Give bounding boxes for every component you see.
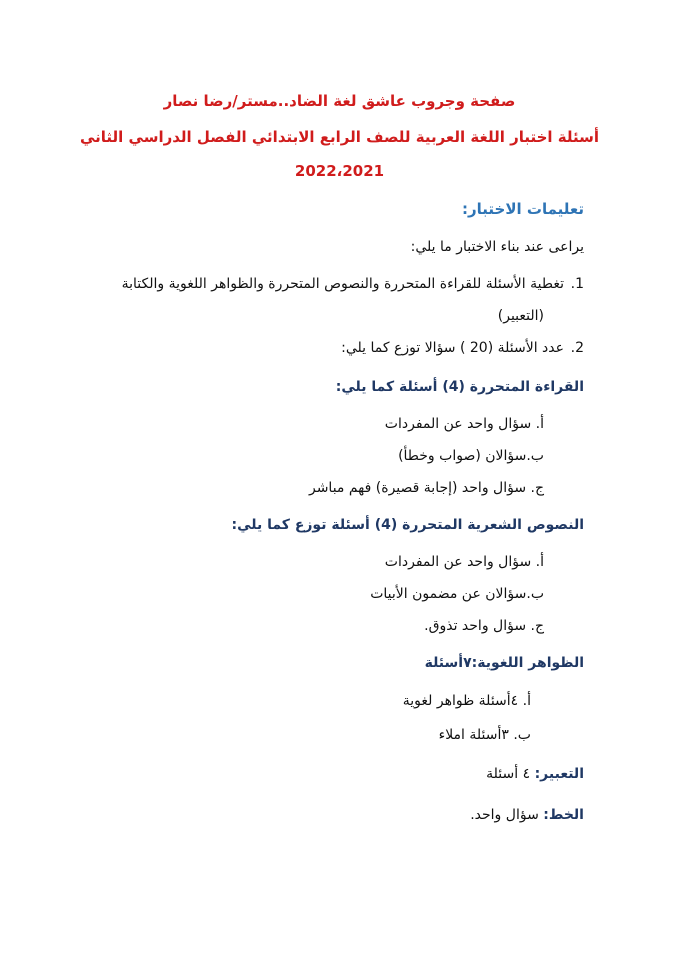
expression-line xyxy=(486,766,584,782)
instructions-intro: يراعى عند بناء الاختبار ما يلي: xyxy=(410,239,584,255)
instructions-title: تعليمات الاختبار: xyxy=(462,200,584,218)
handwriting-line xyxy=(470,807,584,823)
expression-text: ٤ أسئلة xyxy=(486,766,531,782)
handwriting-label: الخط: xyxy=(543,807,584,823)
poetry-item-c: ج. سؤال واحد تذوق. xyxy=(424,618,544,634)
instruction-item-2-num: 2. xyxy=(570,340,584,356)
header-line-3: 2022،2021 xyxy=(294,162,385,180)
expression-label: التعبير: xyxy=(534,766,584,782)
reading-item-c: ج. سؤال واحد (إجابة قصيرة) فهم مباشر xyxy=(308,480,544,496)
grammar-item-b: ب. ٣أسئلة املاء xyxy=(438,727,531,743)
header-line-1: صفحة وجروب عاشق لغة الضاد..مستر/رضا نصار xyxy=(163,92,516,110)
instruction-item-1-text: تغطية الأسئلة للقراءة المتحررة والنصوص المتحررة والظواهر اللغوية والكتابة xyxy=(121,276,564,292)
poetry-section-title: النصوص الشعرية المتحررة (4) أسئلة توزع كما يلي: xyxy=(231,517,584,533)
grammar-item-a: أ. ٤أسئلة ظواهر لغوية xyxy=(402,693,531,709)
grammar-section-title: الظواهر اللغوية:٧أسئلة xyxy=(424,655,584,671)
poetry-item-b: ب.سؤالان عن مضمون الأبيات xyxy=(370,586,544,602)
header-line-2: أسئلة اختبار اللغة العربية للصف الرابع الابتدائي الفصل الدراسي الثاني xyxy=(79,128,599,146)
instruction-item-1-cont: (التعبير) xyxy=(497,308,544,324)
poetry-item-a: أ. سؤال واحد عن المفردات xyxy=(384,554,544,570)
instruction-item-1-num: 1. xyxy=(570,276,584,292)
reading-item-b: ب.سؤالان (صواب وخطأ) xyxy=(398,448,544,464)
reading-item-a: أ. سؤال واحد عن المفردات xyxy=(384,416,544,432)
handwriting-text: سؤال واحد. xyxy=(470,807,539,823)
reading-section-title: القراءة المتحررة (4) أسئلة كما يلي: xyxy=(335,379,584,395)
instruction-item-2-text: عدد الأسئلة (20 ) سؤالا توزع كما يلي: xyxy=(341,340,564,356)
